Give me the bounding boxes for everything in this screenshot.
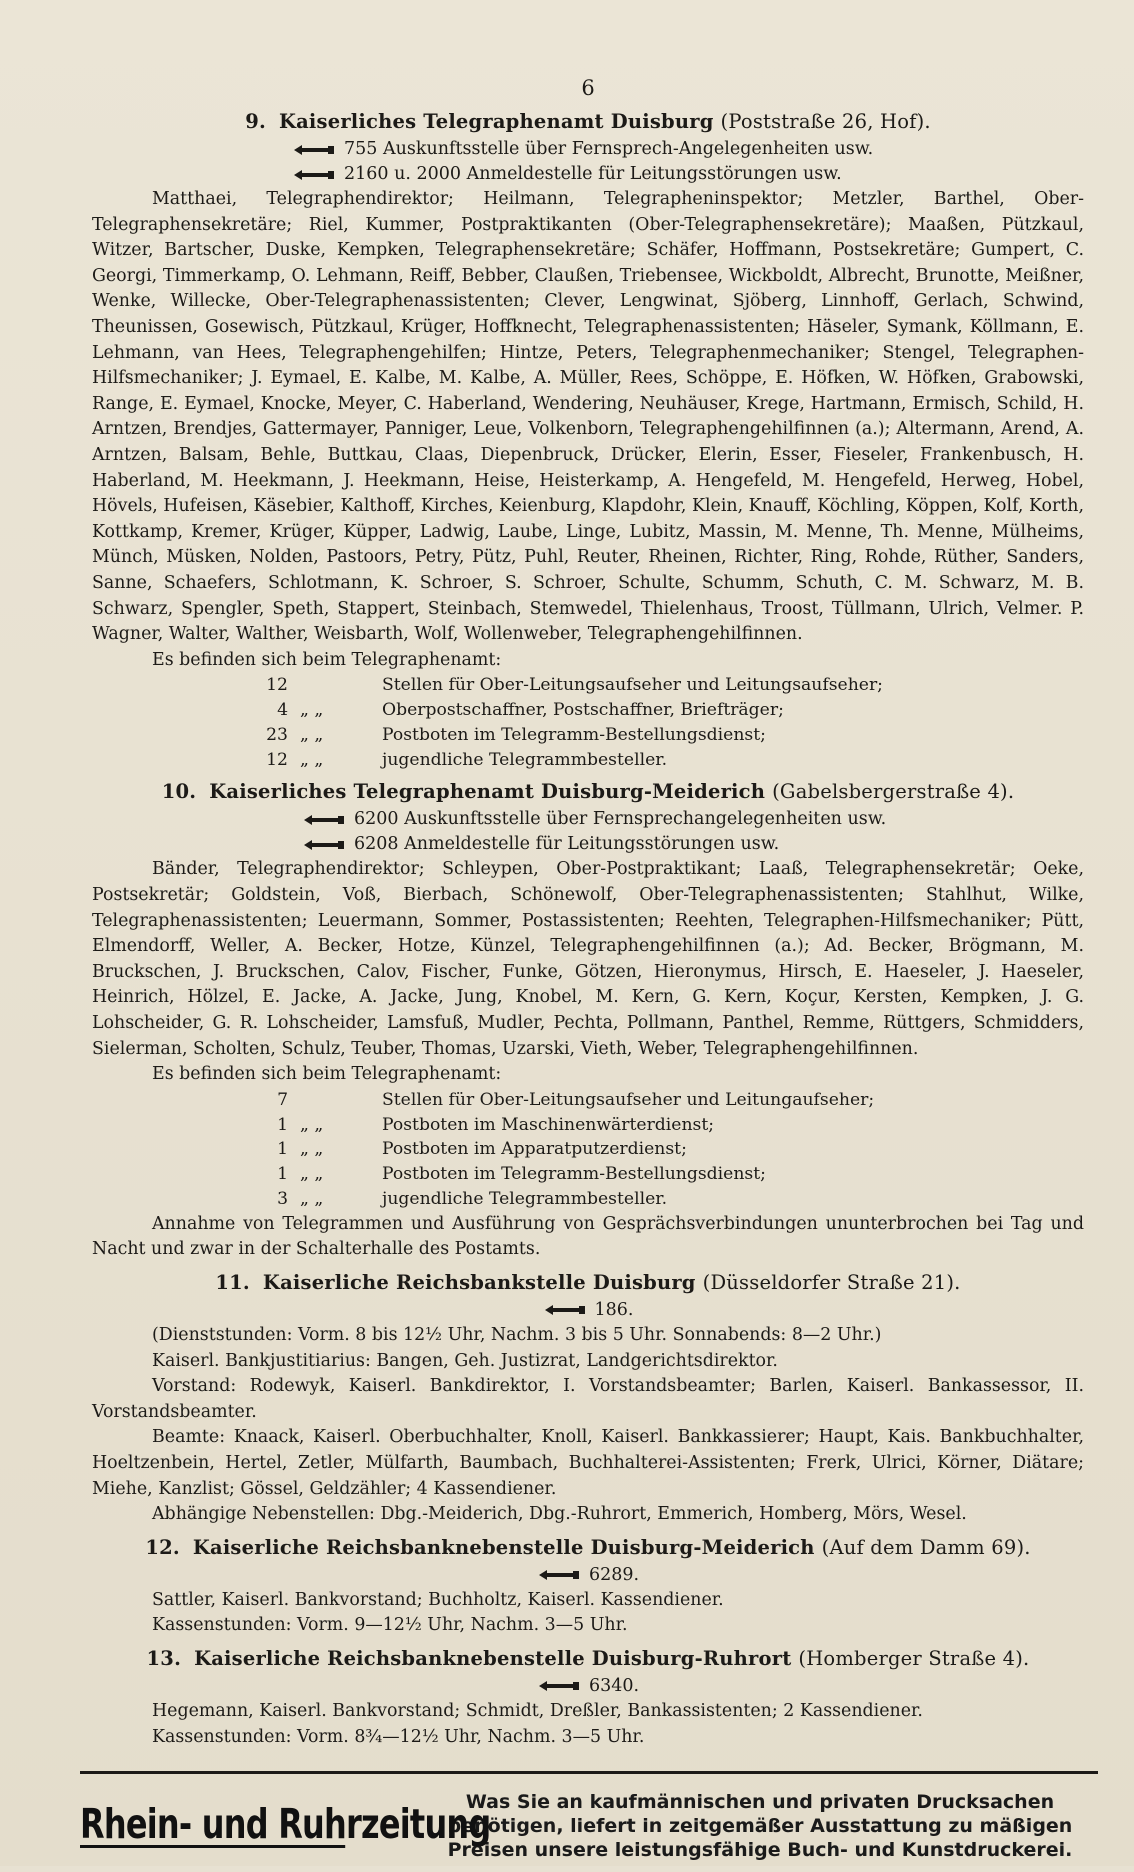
phone-line: 6289. bbox=[92, 1563, 1084, 1588]
newspaper-logo: Rhein- und Ruhrzeitung bbox=[80, 1800, 491, 1848]
section-13 bbox=[92, 1647, 1084, 1750]
staff-row: 3 „ „ jugendliche Telegrammbesteller. bbox=[277, 1189, 668, 1209]
advertisement bbox=[80, 1771, 1098, 1872]
staff-row: 23 „ „ Postboten im Telegramm-Bestellungsdienst; bbox=[266, 724, 766, 745]
justitiar-line: Kaiserl. Bankjustitiarius: Bangen, Geh. Justizrat, Landgerichtsdirektor. bbox=[152, 1350, 778, 1371]
phone-line: 2160 u. 2000 Anmeldestelle für Leitungsstörungen usw. bbox=[92, 162, 1084, 187]
telephone-icon bbox=[537, 1568, 581, 1582]
section-11 bbox=[92, 1271, 1084, 1528]
staff-paragraph: Matthaei, Telegraphendirektor; Heilmann, Telegrapheninspektor; Metzler, Barthel, Ober-Telegraphensekretäre; Riel, Kummer, Postpraktikanten (Ober-Telegraphensekretäre); Maaßen, Pützkaul, Witzer, Bartscher, Duske, Kempken, Telegraphensekretäre; Schäfer, Hoffmann, Postsekretäre; Gumpert, C. Georgi, Timmerkamp, O. Lehmann, Reiff, Bebber, Claußen, Triebensee, Wickboldt, Albrecht, Brunotte, Meißner, Wenke, Willecke, Ober-Telegraphenassistenten; Clever, Lengwinat, Sjöberg, Linnhoff, Gerlach, Schwind, Theunissen, Gosewisch, Pützkaul, Krüger, Hoffknecht, Telegraphenassistenten; Häseler, Symank, Köllmann, E. Lehmann, van Hees, Telegraphengehilfen; Hintze, Peters, Telegraphenmechaniker; Stengel, Telegraphen-Hilfsmechaniker; J. Eymael, E. Kalbe, M. Kalbe, A. Müller, Rees, Schöppe, E. Höfken, W. Höfken, Grabowski, Range, E. Eymael, Knocke, Meyer, C. Haberland, Wendering, Neuhäuser, Krege, Hartmann, Ermisch, Schild, H. Arntzen, Brendjes, Gattermayer, Panniger, Leue, Volkenborn, Telegraphengehilfinnen (a.); Altermann, Arend, A. Arntzen, Balsam, Behle, Buttkau, Claas, Diepenbruck, Drücker, Elerin, Esser, Fieseler, Frankenbusch, H. Haberland, M. Heekmann, J. Heekmann, Heise, Heisterkamp, A. Hengefeld, M. Hengefeld, Herweg, Hobel, Hövels, Hufeisen, Käsebier, Kalthoff, Kirches, Keienburg, Klapdohr, Klein, Knauff, Köchling, Köppen, Kolf, Korth, Kottkamp, Kremer, Krüger, Küpper, Ladwig, Laube, Linge, Lubitz, Massin, M. Menne, Th. Menne, Mülheims, Münch, Müsken, Nolden, Pastoors, Petry, Pütz, Puhl, Reuter, Rheinen, Richter, Ring, Rohde, Rüther, Sanders, Sanne, Schaefers, Schlotmann, K. Schroer, S. Schroer, Schulte, Schumm, Schuth, C. M. Schwarz, M. B. Schwarz, Spengler, Speth, Stappert, Steinbach, Stemwedel, Thielenhaus, Troost, Tüllmann, Ulrich, Velmer. P. Wagner, Walter, Walther, Weisbarth, Wolf, Wollenweber, Telegraphengehilfinnen. bbox=[92, 189, 1084, 645]
section-address: (Poststraße 26, Hof). bbox=[720, 110, 931, 133]
section-number: 11. bbox=[215, 1270, 250, 1294]
section-address: (Düsseldorfer Straße 21). bbox=[702, 1270, 961, 1294]
staff-row: 12 „ „ jugendliche Telegrammbesteller. bbox=[266, 749, 668, 770]
staff-row: 4 „ „ Oberpostschaffner, Postschaffner, Briefträger; bbox=[277, 700, 784, 721]
hours-line: (Dienststunden: Vorm. 8 bis 12½ Uhr, Nachm. 3 bis 5 Uhr. Sonnabends: 8—2 Uhr.) bbox=[152, 1324, 882, 1345]
staff-table bbox=[242, 673, 889, 772]
phone-line: 186. bbox=[92, 1298, 1084, 1323]
staff-intro: Es befinden sich beim Telegraphenamt: bbox=[152, 1064, 502, 1085]
branches-line: Abhängige Nebenstellen: Dbg.-Meiderich, Dbg.-Ruhrort, Emmerich, Homberg, Mörs, Wesel. bbox=[152, 1504, 967, 1525]
section-title: Kaiserliches Telegraphenamt Duisburg bbox=[278, 110, 714, 133]
staff-row: 1 „ „ Postboten im Maschinenwärterdienst; bbox=[277, 1114, 715, 1135]
staff-intro: Es befinden sich beim Telegraphenamt: bbox=[152, 649, 502, 670]
staff-row: 7 Stellen für Ober-Leitungsaufseher und Leitungaufseher; bbox=[277, 1089, 875, 1110]
staff-row: 12 Stellen für Ober-Leitungsaufseher und Leitungsaufseher; bbox=[266, 675, 883, 696]
section-12 bbox=[92, 1536, 1084, 1639]
hours-line: Kassenstunden: Vorm. 9—12½ Uhr, Nachm. 3—5 Uhr. bbox=[152, 1615, 628, 1636]
section-heading bbox=[92, 110, 1084, 133]
officials-line: Beamte: Knaack, Kaiserl. Oberbuchhalter, Knoll, Kaiserl. Bankkassierer; Haupt, Kais. Bankbuchhalter, Hoeltzenbein, Hertel, Zetler, Mülfarth, Baumbach, Buchhalterei-Assistenten; Frerk, Ulrici, Körner, Diätare; Miehe, Kanzlist; Gössel, Geldzähler; 4 Kassendiener. bbox=[92, 1427, 1084, 1499]
section-heading bbox=[92, 1647, 1084, 1670]
section-number: 12. bbox=[145, 1535, 180, 1559]
page-number: 6 bbox=[581, 76, 595, 100]
section-title: Kaiserliche Reichsbanknebenstelle Duisburg-Ruhrort bbox=[194, 1646, 792, 1670]
staff-table bbox=[242, 1088, 880, 1212]
phone-line: 6340. bbox=[92, 1674, 1084, 1699]
section-10 bbox=[92, 780, 1084, 1263]
section-heading bbox=[92, 1536, 1084, 1559]
telephone-icon bbox=[543, 1303, 587, 1317]
phone-line: 755 Auskunftsstelle über Fernsprech-Angelegenheiten usw. bbox=[92, 137, 1084, 162]
section-address: (Homberger Straße 4). bbox=[798, 1646, 1030, 1670]
section-9 bbox=[92, 110, 1084, 772]
section-title: Kaiserliche Reichsbanknebenstelle Duisburg-Meiderich bbox=[192, 1535, 815, 1559]
hours-line: Kassenstunden: Vorm. 8¾—12½ Uhr, Nachm. 3—5 Uhr. bbox=[152, 1726, 645, 1747]
section-address: (Gabelsbergerstraße 4). bbox=[772, 780, 1015, 804]
phone-line: 6208 Anmeldestelle für Leitungsstörungen usw. bbox=[92, 832, 1084, 857]
section-title: Kaiserliche Reichsbankstelle Duisburg bbox=[262, 1270, 696, 1294]
board-line: Vorstand: Rodewyk, Kaiserl. Bankdirektor, I. Vorstandsbeamter; Barlen, Kaiserl. Bankassessor, II. Vorstandsbeamter. bbox=[92, 1376, 1084, 1422]
section-number: 10. bbox=[161, 780, 197, 804]
staff-row: 1 „ „ Postboten im Apparatputzerdienst; bbox=[277, 1139, 687, 1160]
staff-paragraph: Bänder, Telegraphendirektor; Schleypen, Ober-Postpraktikant; Laaß, Telegraphensekretär; Oeke, Postsekretär; Goldstein, Voß, Bierbach, Schönewolf, Ober-Telegraphenassistenten; Stahlhut, Wilke, Telegraphenassistenten; Leuermann, Sommer, Postassistenten; Reehten, Telegraphen-Hilfsmechaniker; Pütt, Elmendorff, Weller, A. Becker, Hotze, Künzel, Telegraphengehilfinnen (a.); Ad. Becker, Brögmann, M. Bruckschen, J. Bruckschen, Calov, Fischer, Funke, Götzen, Hieronymus, Hirsch, E. Haeseler, J. Haeseler, Heinrich, Hölzel, E. Jacke, A. Jacke, Jung, Knobel, M. Kern, G. Kern, Koçur, Kersten, Kempken, J. G. Lohscheider, G. R. Lohscheider, Lamsfuß, Mudler, Pechta, Pollmann, Panthel, Remme, Rüttgers, Schmidders, Sielerman, Scholten, Schulz, Teuber, Thomas, Uzarski, Vieth, Weber, Telegraphengehilfinnen. bbox=[92, 859, 1084, 1059]
staff-row: 1 „ „ Postboten im Telegramm-Bestellungsdienst; bbox=[277, 1164, 766, 1185]
telephone-icon bbox=[302, 813, 346, 827]
ad-text: Was Sie an kaufmännischen und privaten Drucksachen benötigen, liefert in zeitgemäßer Ausstattung zu mäßigen Preisen unsere leistungsfähige Buch- und Kunstdruckerei. bbox=[447, 1791, 1073, 1861]
staff-line: Hegemann, Kaiserl. Bankvorstand; Schmidt, Dreßler, Bankassistenten; 2 Kassendiener. bbox=[152, 1700, 923, 1721]
section-number: 9. bbox=[245, 110, 266, 133]
telephone-icon bbox=[302, 838, 346, 852]
section-number: 13. bbox=[146, 1646, 182, 1670]
staff-line: Sattler, Kaiserl. Bankvorstand; Buchholtz, Kaiserl. Kassendiener. bbox=[152, 1589, 724, 1610]
telephone-icon bbox=[292, 168, 336, 182]
section-heading bbox=[92, 1271, 1084, 1294]
phone-line: 6200 Auskunftsstelle über Fernsprechangelegenheiten usw. bbox=[92, 807, 1084, 832]
section-title: Kaiserliches Telegraphenamt Duisburg-Meiderich bbox=[209, 780, 766, 804]
section-address: (Auf dem Damm 69). bbox=[821, 1535, 1031, 1559]
telephone-icon bbox=[292, 143, 336, 157]
note-paragraph: Annahme von Telegrammen und Ausführung von Gesprächsverbindungen ununterbrochen bei Tag und Nacht und zwar in der Schalterhalle des Postamts. bbox=[92, 1213, 1084, 1260]
section-heading bbox=[92, 780, 1084, 803]
telephone-icon bbox=[537, 1679, 581, 1693]
